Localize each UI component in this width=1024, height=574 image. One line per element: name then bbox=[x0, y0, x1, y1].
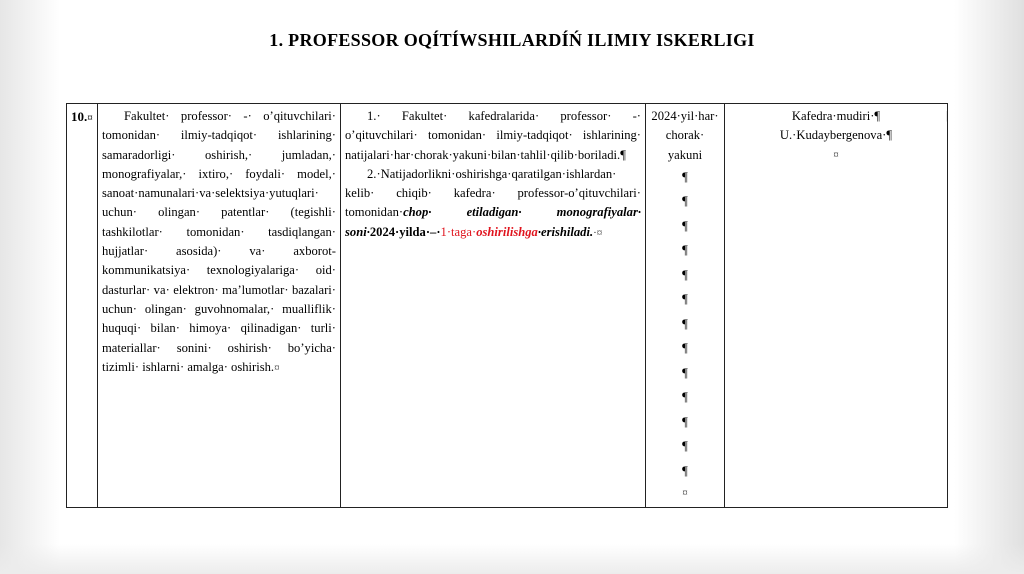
result-cell bbox=[341, 104, 646, 508]
responsible-cell bbox=[725, 104, 948, 508]
responsible-name: U.·Kudaybergenova·¶ bbox=[779, 128, 893, 143]
cell-end-mark: ·¤ bbox=[593, 226, 603, 239]
task-text-body: Fakultet· professor· -· o’qituvchilari· tomonidan· ilmiy-tadqiqot· ishlarining· samaradorligi· oshirish,· jumladan,· monografiyalar,· ixtiro,· foydali· model,· sanoat·namunalari·va·selektsiya·yutuqlari· uchun· olingan· patentlar· (tegishli· tashkilotlar· tomonidan· tasdiqlangan· hujjatlar· asosida)· va· axborot-kommunikatsiya· texnologiyalariga· oid· dasturlar· va· elektron· ma’lumotlar· bazalari· uchun· olingan· guvohnomalar,· mualliflik· huquqi· bilan· himoya· qilinadigan· turli· materiallar· sonini· oshirish· bo’yicha· tizimli· ishlarni· amalga· oshirish. bbox=[102, 109, 336, 374]
plan-table bbox=[66, 103, 948, 508]
cell-end-mark: ¤ bbox=[833, 148, 839, 161]
result-p2-red-emphasis: oshirilishga bbox=[476, 224, 538, 239]
result-p2-emphasis: chop· etiladigan· monografiyalar· soni· bbox=[345, 205, 641, 239]
pilcrow-mark: ¶ bbox=[682, 341, 688, 356]
result-p2-bold: 2024·yilda·–· bbox=[369, 224, 441, 239]
slide-title: 1. PROFESSOR OQÍTÍWSHILARDÍŃ ILIMIY ISKERLIGI bbox=[269, 30, 755, 50]
row-number-cell bbox=[67, 104, 98, 508]
row-number: 10. bbox=[71, 109, 88, 124]
pilcrow-mark: ¶ bbox=[682, 463, 688, 478]
pilcrow-mark: ¶ bbox=[682, 365, 688, 380]
responsible-title: Kafedra·mudiri·¶ bbox=[791, 109, 881, 123]
cell-end-mark: ¤ bbox=[87, 112, 93, 124]
pilcrow-mark: ¶ bbox=[682, 390, 688, 405]
pilcrow-mark: ¶ bbox=[682, 194, 688, 209]
row-end-mark: | bbox=[946, 108, 949, 122]
deadline-cell bbox=[646, 104, 725, 508]
table-row bbox=[67, 104, 948, 508]
slide-right-shade bbox=[954, 0, 1024, 574]
task-cell bbox=[98, 104, 341, 508]
pilcrow-mark: ¶ bbox=[682, 218, 688, 233]
cell-end-mark: ¤ bbox=[274, 361, 280, 374]
slide-left-shade bbox=[0, 0, 60, 574]
result-p2-end: ·erishiladi. bbox=[537, 224, 594, 239]
deadline-text: 2024·yil·har· chorak· yakuni bbox=[651, 109, 719, 162]
pilcrow-mark: ¶ bbox=[682, 414, 688, 429]
pilcrow-mark: ¶ bbox=[682, 243, 688, 258]
pilcrow-mark: ¶ bbox=[682, 292, 688, 307]
result-paragraph-1 bbox=[345, 107, 641, 165]
pilcrow-mark: ¶ bbox=[682, 439, 688, 454]
result-paragraph-2 bbox=[345, 165, 641, 243]
cell-end-mark: ¤ bbox=[682, 487, 688, 500]
pilcrow-mark: ¶ bbox=[682, 169, 688, 184]
result-p1-text: 1.· Fakultet· kafedralarida· professor· -· o’qituvchilari· tomonidan· ilmiy-tadqiqot· ishlarining· natijalari·har·chorak·yakuni·bilan·tahlil·qilib·boriladi. bbox=[345, 109, 641, 162]
result-p2-start: 2.·Natijadorlikni·oshirishga·qaratilgan·ishlardan· kelib· chiqib· kafedra· professor-o’qituvchilari· tomonidan· bbox=[345, 166, 641, 220]
deadline-pilcrows bbox=[650, 165, 720, 484]
slide-bottom-shade bbox=[0, 544, 1024, 574]
document-table-image bbox=[66, 103, 952, 500]
pilcrow-mark: ¶ bbox=[682, 267, 688, 282]
task-text bbox=[102, 107, 336, 378]
pilcrow-mark: ¶ bbox=[620, 147, 626, 162]
pilcrow-mark: ¶ bbox=[682, 316, 688, 331]
result-p2-red: 1·taga· bbox=[440, 224, 477, 239]
